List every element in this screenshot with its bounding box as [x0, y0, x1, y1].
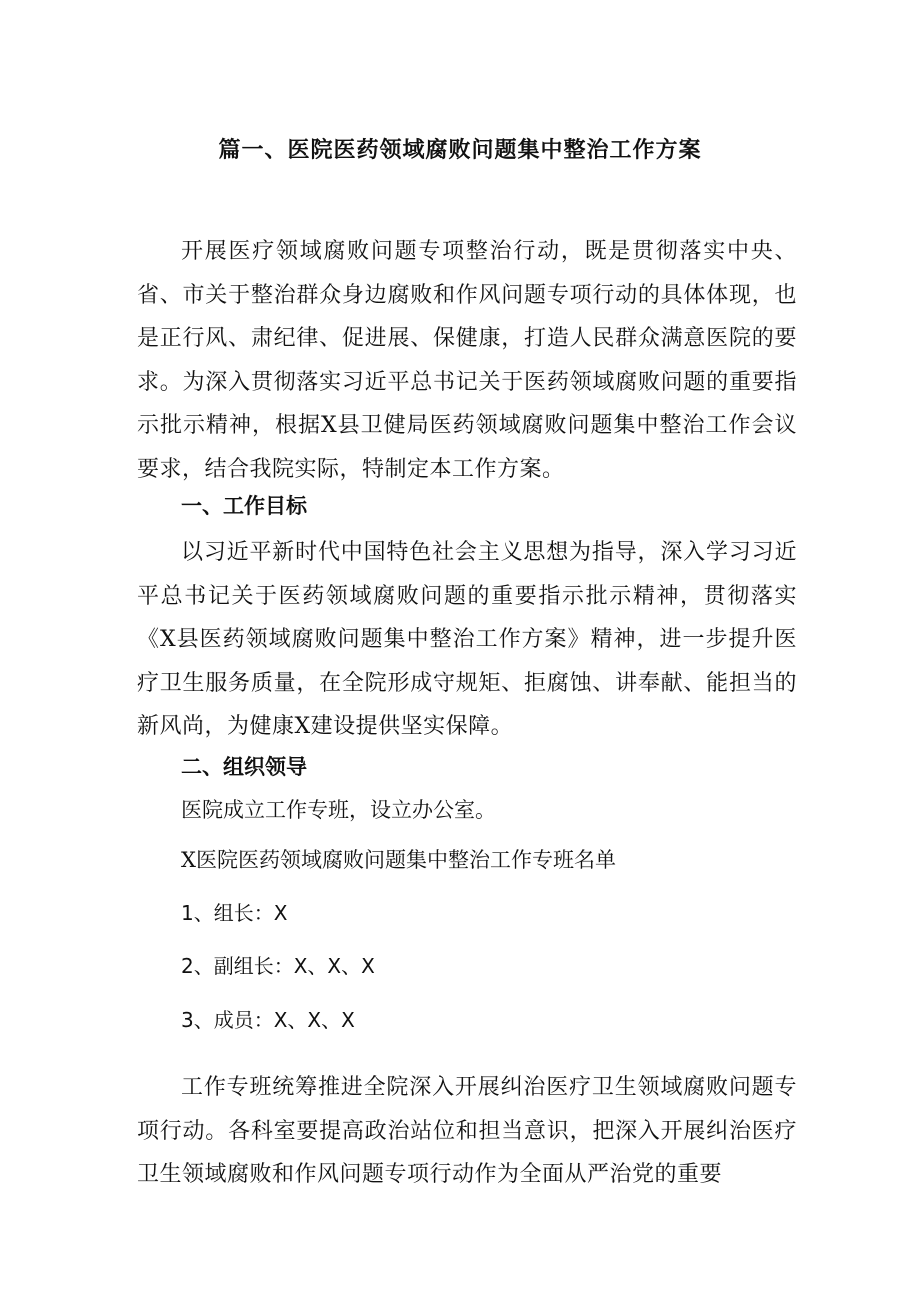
section-heading-organization: 二、组织领导 — [181, 754, 307, 779]
roster-item-leader: 1、组长：X — [181, 901, 288, 925]
roster-item-members: 3、成员：X、X、X — [181, 1008, 355, 1032]
intro-paragraph: 开展医疗领域腐败问题专项整治行动，既是贯彻落实中央、省、市关于整治群众身边腐败和作风问题专项行动的具体体现，也是正行风、肃纪律、促进展、保健康，打造人民群众满意医院的要求。为深入贯彻落实习近平总书记关于医药领域腐败问题的重要指示批示精神，根据X县卫健局医药领域腐败问题集中整治工作会议要求，结合我院实际，特制定本工作方案。 — [137, 239, 797, 482]
roster-item-deputy-leader: 2、副组长：X、X、X — [181, 954, 375, 978]
organization-paragraph: 工作专班统筹推进全院深入开展纠治医疗卫生领域腐败问题专项行动。各科室要提高政治站位和担当意识，把深入开展纠治医疗卫生领域腐败和作风问题专项行动作为全面从严治党的重要 — [137, 1075, 797, 1187]
team-roster-title: X医院医药领域腐败问题集中整治工作专班名单 — [181, 848, 616, 872]
document-title: 篇一、医院医药领域腐败问题集中整治工作方案 — [218, 137, 702, 163]
work-goals-paragraph: 以习近平新时代中国特色社会主义思想为指导，深入学习习近平总书记关于医药领域腐败问题的重要指示批示精神，贯彻落实《X县医药领域腐败问题集中整治工作方案》精神，进一步提升医疗卫生服务质量，在全院形成守规矩、拒腐蚀、讲奉献、能担当的新风尚，为健康X建设提供坚实保障。 — [137, 540, 797, 739]
organization-line-1: 医院成立工作专班，设立办公室。 — [181, 798, 496, 822]
section-heading-work-goals: 一、工作目标 — [181, 493, 307, 518]
